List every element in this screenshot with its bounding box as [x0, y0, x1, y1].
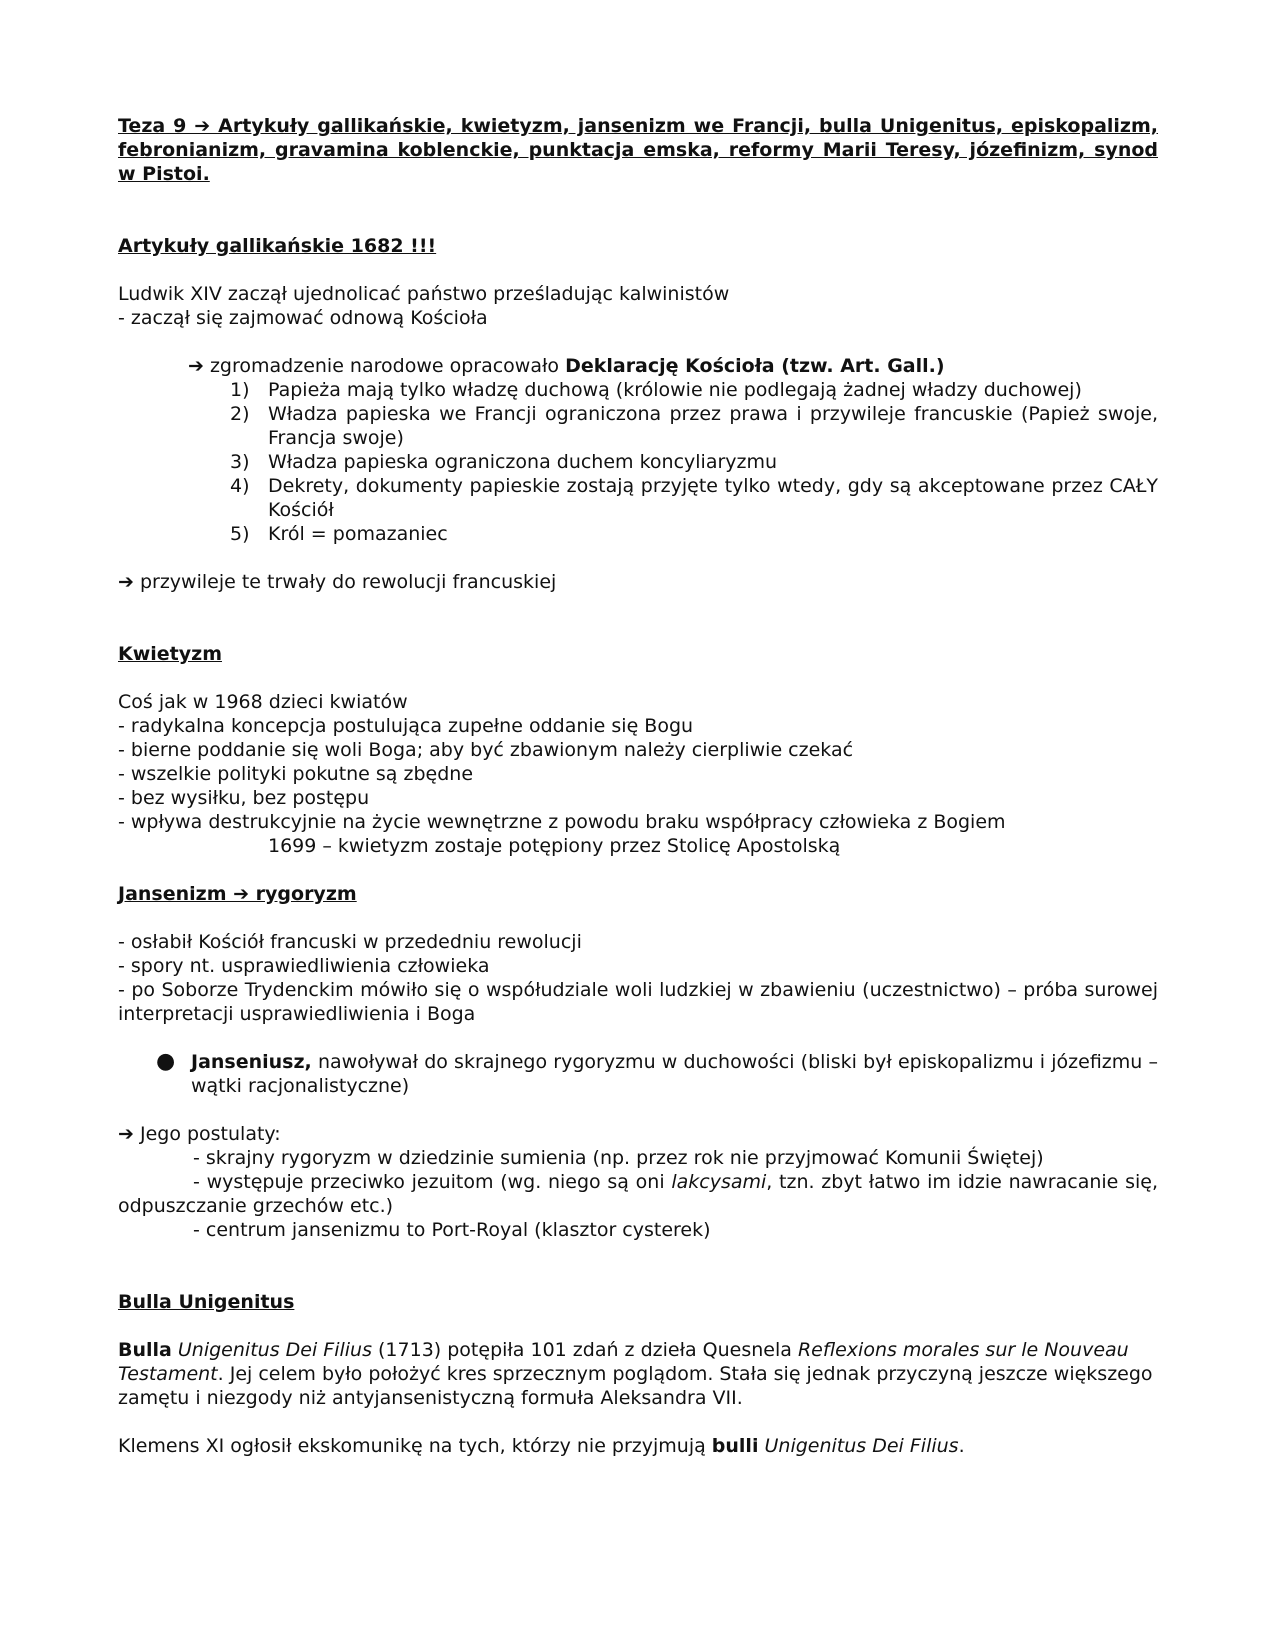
- paragraph: - wszelkie polityki pokutne są zbędne: [118, 763, 474, 785]
- paragraph: Bulla Unigenitus Dei Filius (1713) potępiła 101 zdań z dzieła Quesnela Reflexions morales sur le Nouveau Testament. Jej celem było położyć kres sprzecznym poglądom. Stała się jednak przyczyną jeszcze większego zamętu i niezgody niż antyjansenistyczną formuła Aleksandra VII.: [118, 1339, 1153, 1409]
- paragraph: - skrajny rygoryzm w dziedzinie sumienia (np. przez rok nie przyjmować Komunii Świętej): [193, 1147, 1044, 1169]
- list-item: 4) Dekrety, dokumenty papieskie zostają przyjęte tylko wtedy, gdy są akceptowane przez CAŁY Kościół: [230, 475, 1158, 521]
- paragraph: - bez wysiłku, bez postępu: [118, 787, 370, 809]
- heading-bulla-unigenitus: Bulla Unigenitus: [118, 1291, 295, 1313]
- paragraph: Ludwik XIV zaczął ujednolicać państwo prześladując kalwinistów: [118, 283, 730, 305]
- paragraph: ➔ Jego postulaty:: [118, 1123, 281, 1145]
- list-item: 2) Władza papieska we Francji ograniczona przez prawa i przywileje francuskie (Papież swoje, Francja swoje): [230, 403, 1158, 449]
- paragraph: - po Soborze Trydenckim mówiło się o współudziale woli ludzkiej w zbawieniu (uczestnictwo) – próba surowej interpretacji usprawiedliwienia i Boga: [118, 979, 1158, 1025]
- paragraph: - bierne poddanie się woli Boga; aby być zbawionym należy cierpliwie czekać: [118, 739, 854, 761]
- document-page: [118, 114, 1158, 1458]
- list-item: 5) Król = pomazaniec: [230, 523, 448, 545]
- declaration-list: [118, 378, 1158, 546]
- paragraph: Klemens XI ogłosił ekskomunikę na tych, którzy nie przyjmują bulli Unigenitus Dei Filius.: [118, 1435, 965, 1457]
- paragraph: - zaczął się zajmować odnową Kościoła: [118, 307, 488, 329]
- paragraph: - wpływa destrukcyjnie na życie wewnętrzne z powodu braku współpracy człowieka z Bogiem: [118, 811, 1006, 833]
- paragraph: - centrum jansenizmu to Port-Royal (klasztor cysterek): [193, 1219, 711, 1241]
- paragraph: - występuje przeciwko jezuitom (wg. niego są oni lakcysami, tzn. zbyt łatwo im idzie nawracanie się, odpuszczanie grzechów etc.): [118, 1171, 1158, 1217]
- paragraph: - spory nt. usprawiedliwienia człowieka: [118, 955, 490, 977]
- heading-jansenism: Jansenizm ➔ rygoryzm: [118, 883, 357, 905]
- declaration-line: ➔ zgromadzenie narodowe opracowało Deklarację Kościoła (tzw. Art. Gall.): [188, 355, 945, 377]
- document-title: Teza 9 ➔ Artykuły gallikańskie, kwietyzm, jansenizm we Francji, bulla Unigenitus, episkopalizm, febronianizm, gravamina koblenckie, punktacja emska, reformy Marii Teresy, józefinizm, synod w Pistoi.: [118, 115, 1158, 185]
- paragraph: - radykalna koncepcja postulująca zupełne oddanie się Bogu: [118, 715, 694, 737]
- list-item: 1) Papieża mają tylko władzę duchową (królowie nie podlegają żadnej władzy duchowej): [230, 379, 1082, 401]
- paragraph: ➔ przywileje te trwały do rewolucji francuskiej: [118, 571, 557, 593]
- paragraph: 1699 – kwietyzm zostaje potępiony przez Stolicę Apostolską: [268, 835, 841, 857]
- bullet-item: ● Janseniusz, nawoływał do skrajnego rygoryzmu w duchowości (bliski był episkopalizmu i józefizmu – wątki racjonalistyczne): [156, 1049, 1158, 1097]
- paragraph: - osłabił Kościół francuski w przededniu rewolucji: [118, 931, 582, 953]
- heading-gallican-articles: Artykuły gallikańskie 1682 !!!: [118, 235, 437, 257]
- bullet-icon: ●: [156, 1049, 176, 1074]
- paragraph: Coś jak w 1968 dzieci kwiatów: [118, 691, 408, 713]
- list-item: 3) Władza papieska ograniczona duchem koncyliaryzmu: [230, 451, 778, 473]
- heading-quietism: Kwietyzm: [118, 643, 222, 665]
